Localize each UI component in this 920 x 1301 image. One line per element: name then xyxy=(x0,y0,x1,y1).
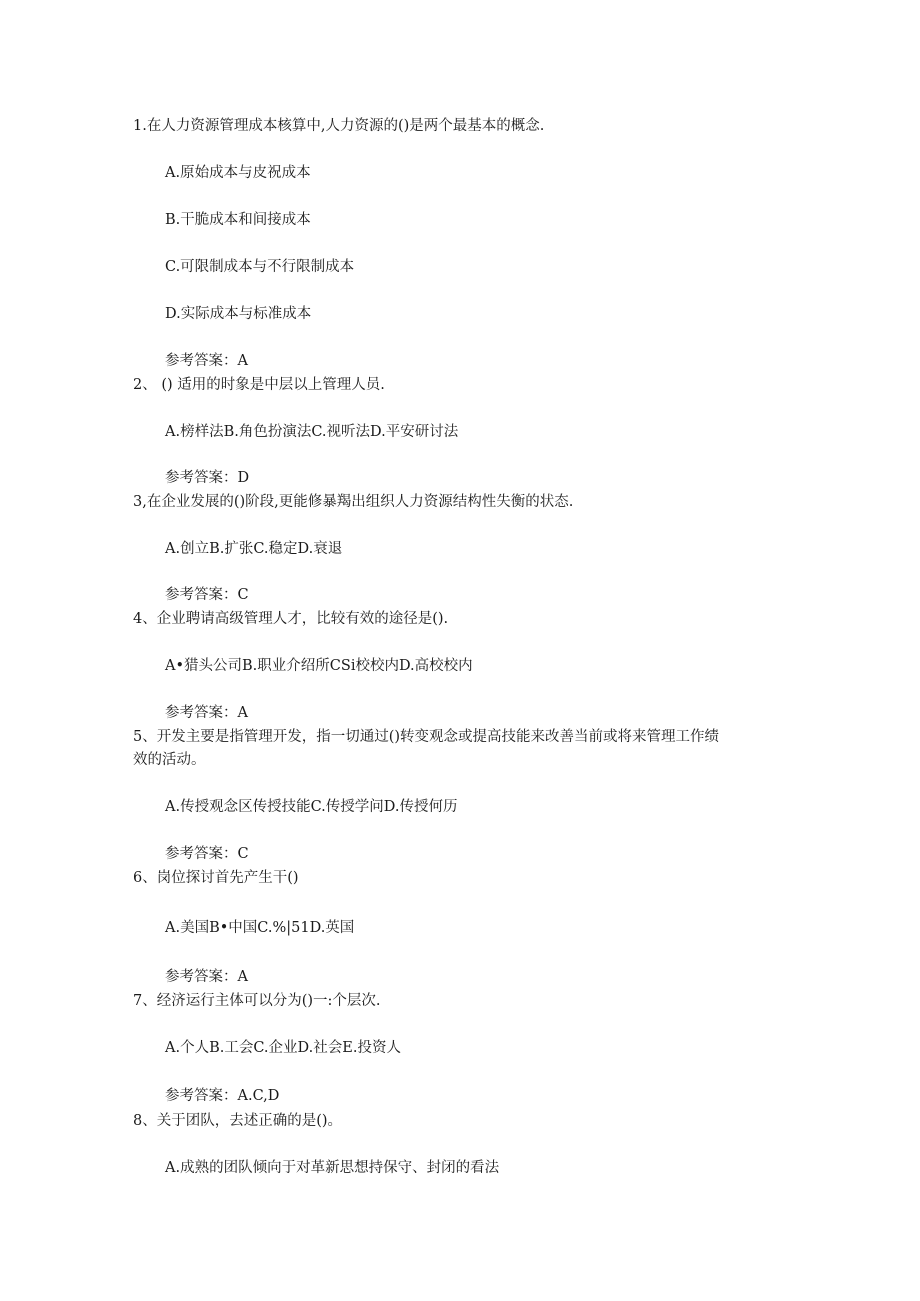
question-7-options: A.个人B.工会C.企业D.社会E.投资人 xyxy=(165,1040,401,1056)
question-1-option-d: D.实际成本与标准成本 xyxy=(165,306,312,322)
question-6-options: A.美国B•中国C.%|51D.英国 xyxy=(165,920,355,936)
question-3-options: A.创立B.扩张C.稳定D.衰退 xyxy=(165,541,343,557)
question-7-stem: 7、经济运行主体可以分为()一:个层次. xyxy=(133,993,381,1009)
question-5-answer: 参考答案：C xyxy=(165,846,249,862)
question-1-stem: 1.在人力资源管理成本核算中,人力资源的()是两个最基本的概念. xyxy=(133,118,545,134)
question-5-options: A.传授观念区传授技能C.传授学问D.传授何历 xyxy=(165,799,458,815)
question-1-answer: 参考答案：A xyxy=(165,353,248,369)
question-6-answer: 参考答案：A xyxy=(165,969,248,985)
question-6-stem: 6、岗位探讨首先产生干() xyxy=(133,870,299,886)
question-4-answer: 参考答案：A xyxy=(165,705,248,721)
question-1-option-a: A.原始成本与皮祝成本 xyxy=(165,165,311,181)
question-5-stem: 5、开发主要是指管理开发，指一切通过()转变观念或提高技能来改善当前或将来管理工作绩 xyxy=(133,729,720,745)
question-5-stem-continued: 效的活动。 xyxy=(133,752,206,768)
question-2-options: A.榜样法B.角色扮演法C.视听法D.平安研讨法 xyxy=(165,424,459,440)
question-1-option-c: C.可限制成本与不行限制成本 xyxy=(165,259,355,275)
question-8-option-a: A.成熟的团队倾向于对革新思想持保守、封闭的看法 xyxy=(165,1160,500,1176)
question-2-answer: 参考答案：D xyxy=(165,470,250,486)
question-4-stem: 4、企业聘请高级管理人才，比较有效的途径是(). xyxy=(133,611,449,627)
question-4-options: A•猎头公司B.职业介绍所CSi校校内D.高校校内 xyxy=(165,658,473,674)
question-7-answer: 参考答案：A.C,D xyxy=(165,1088,280,1104)
question-8-stem: 8、关于团队，去述正确的是()。 xyxy=(133,1113,343,1129)
question-3-answer: 参考答案：C xyxy=(165,587,249,603)
question-2-stem: 2、 () 适用的时象是中层以上管理人员. xyxy=(133,377,385,393)
question-3-stem: 3,在企业发展的()阶段,更能修暴羯出组织人力资源结构性失衡的状态. xyxy=(133,494,574,510)
question-1-option-b: B.干脆成本和间接成本 xyxy=(165,212,311,228)
